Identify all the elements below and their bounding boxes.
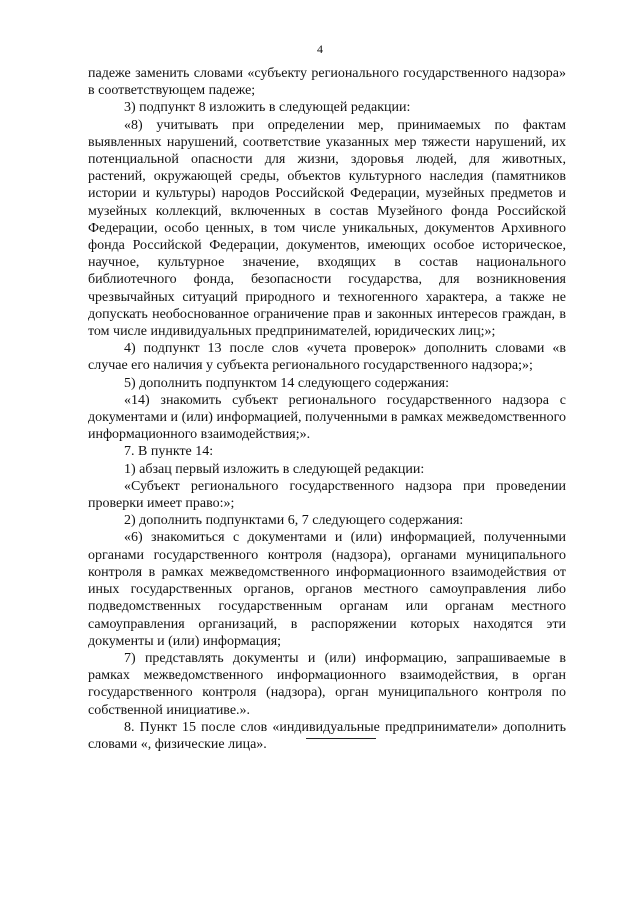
- paragraph: «Субъект регионального государственного надзора при проведении проверки имеет право:»;: [88, 478, 566, 512]
- paragraph: 3) подпункт 8 изложить в следующей редакции:: [124, 100, 411, 116]
- paragraph: 7) представлять документы и (или) информацию, запрашиваемые в рамках межведомственного информационного взаимодействия, в орган государственного контроля (надзора), орган муниципального контроля по собственной инициативе.».: [88, 650, 566, 718]
- paragraph: 2) дополнить подпунктами 6, 7 следующего содержания:: [124, 513, 464, 529]
- paragraph: 1) абзац первый изложить в следующей редакции:: [124, 461, 425, 477]
- paragraph: 7. В пункте 14:: [124, 444, 214, 460]
- paragraph: «6) знакомиться с документами и (или) информацией, полученными органами государственного контроля (надзора), органами муниципального контроля в рамках межведомственного информационного взаимодействия от иных государственных органов, органов местного самоуправления либо подведомственных государственным органам или органам местного самоуправления организаций, в распоряжении которых находятся эти документы и (или) информация;: [88, 530, 566, 649]
- paragraph: 4) подпункт 13 после слов «учета проверок» дополнить словами «в случае его наличия у субъекта регионального государственного надзора;»;: [88, 341, 566, 374]
- paragraph: 8. Пункт 15 после слов «индивидуальные предприниматели» дополнить словами «, физические лица».: [88, 719, 566, 752]
- paragraph: 5) дополнить подпунктом 14 следующего содержания:: [124, 375, 449, 391]
- paragraph: падеже заменить словами «субъекту регионального государственного надзора» в соответствующем падеже;: [88, 66, 566, 99]
- paragraph: «8) учитывать при определении мер, принимаемых по фактам выявленных нарушений, соответствие указанных мер тяжести нарушений, их потенциальной опасности для жизни, здоровья людей, для животных, растений, окружающей среды, объектов культурного наследия (памятников истории и культуры) народов Российской Федерации, музейных предметов и музейных коллекций, включенных в состав Музейного фонда Российской Федерации, особо ценных, в том числе уникальных, документов Архивного фонда Российской Федерации, документов, имеющих особое историческое, научное, культурное значение, входящих в состав национального библиотечного фонда, безопасности государства, для возникновения чрезвычайных ситуаций природного и техногенного характера, а также не допускать необоснованное ограничение прав и законных интересов граждан, в том числе индивидуальных предпринимателей, юридических лиц;»;: [88, 117, 566, 340]
- paragraph: «14) знакомить субъект регионального государственного надзора с документами и (или) информацией, полученными в рамках межведомственного информационного взаимодействия;».: [88, 392, 566, 443]
- end-separator-line: [306, 738, 376, 739]
- page-number: 4: [317, 42, 323, 56]
- document-body: [88, 65, 566, 753]
